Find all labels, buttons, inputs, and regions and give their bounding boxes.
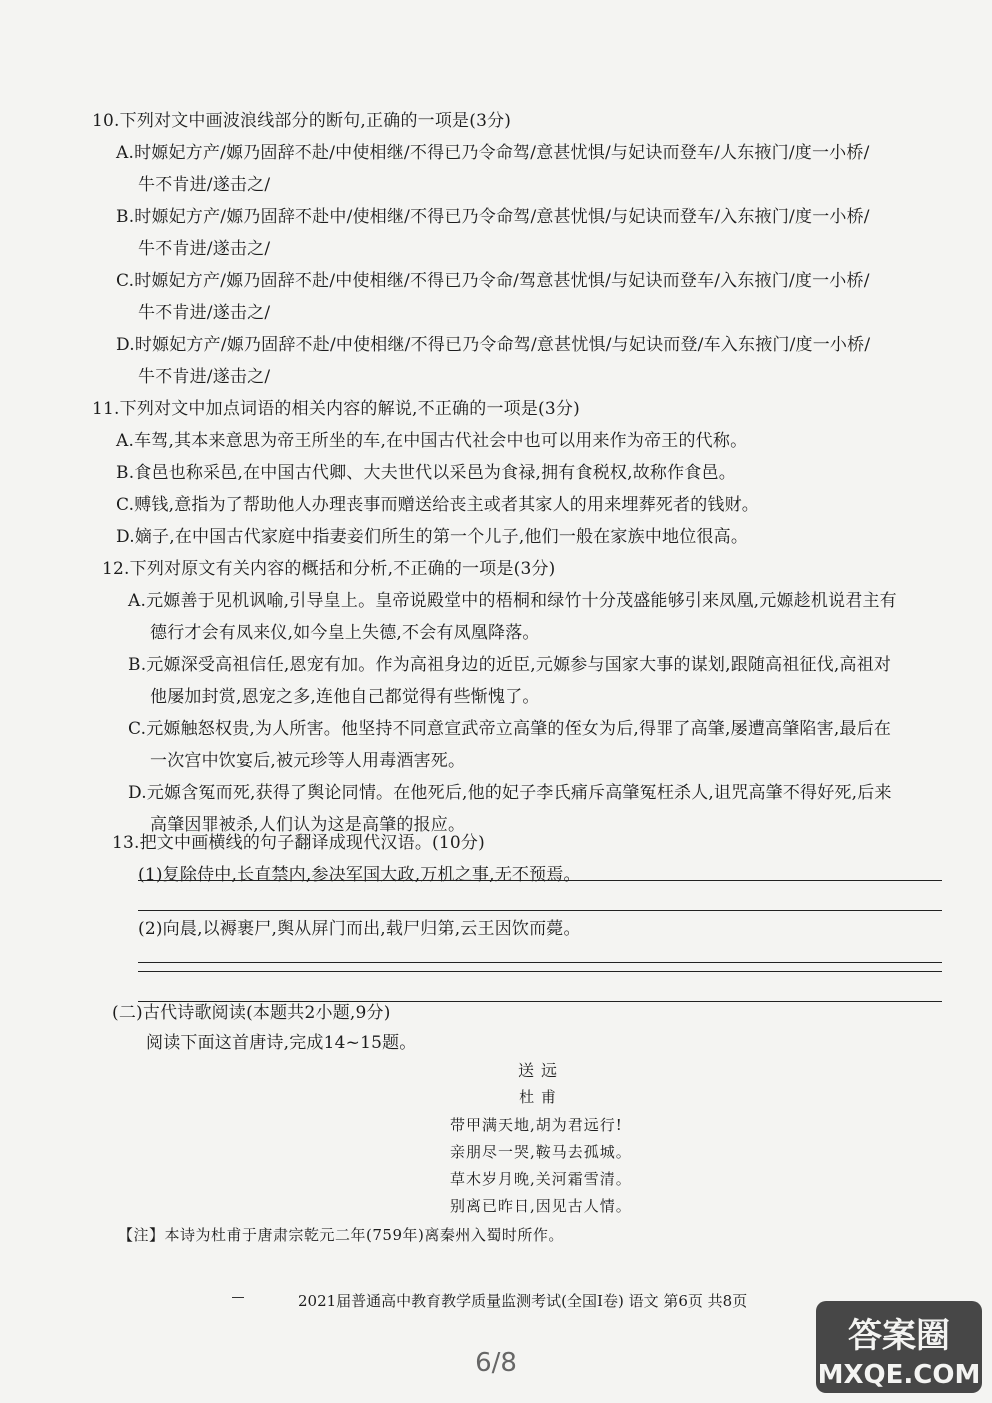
q12-option-d-cont: 高肇因罪被杀,人们认为这是高肇的报应。: [150, 815, 466, 835]
page-footer: 2021届普通高中教育教学质量监测考试(全国Ⅰ卷) 语文 第6页 共8页: [298, 1292, 748, 1310]
q10-option-a-cont: 牛不肯进/遂击之/: [138, 175, 271, 195]
q10-option-d-cont: 牛不肯进/遂击之/: [138, 367, 271, 387]
q10-option-a: A.时嫄妃方产/嫄乃固辞不赴/中使相继/不得已乃令命驾/意甚忧惧/与妃诀而登车/人东掖门/度一小桥/: [116, 143, 870, 163]
watermark-bottom-text: MXQE.COM: [817, 1360, 981, 1390]
q11-option-d: D.嫡子,在中国古代家庭中指妻妾们所生的第一个儿子,他们一般在家族中地位很高。: [116, 527, 749, 547]
q12-option-c: C.元嫄触怒权贵,为人所害。他坚持不同意宣武帝立高肇的侄女为后,得罪了高肇,屡遭高肇陷害,最后在: [128, 719, 892, 739]
q13-stem: 13.把文中画横线的句子翻译成现代汉语。(10分): [112, 833, 485, 853]
answer-line[interactable]: [138, 971, 942, 972]
q10-option-c-cont: 牛不肯进/遂击之/: [138, 303, 271, 323]
q11-stem: 11.下列对文中加点词语的相关内容的解说,不正确的一项是(3分): [92, 399, 580, 419]
poem-line-3: 草木岁月晚,关河霜雪清。: [450, 1170, 632, 1188]
q10-stem: 10.下列对文中画波浪线部分的断句,正确的一项是(3分): [92, 111, 512, 131]
poem-line-2: 亲朋尽一哭,鞍马去孤城。: [450, 1143, 632, 1161]
poem-title: 送 远: [517, 1061, 559, 1080]
watermark-top-text: 答案圈: [848, 1316, 950, 1356]
q12-option-b: B.元嫄深受高祖信任,恩宠有加。作为高祖身边的近臣,元嫄参与国家大事的谋划,跟随高祖征伐,高祖对: [128, 655, 892, 675]
poem-note: 【注】本诗为杜甫于唐肃宗乾元二年(759年)离秦州入蜀时所作。: [118, 1226, 564, 1244]
answer-line[interactable]: [138, 962, 942, 963]
q13-sentence-1: (1)复除侍中,长直禁内,参决军国大政,万机之事,无不预焉。: [138, 865, 581, 885]
poem-line-4: 别离已昨日,因见古人情。: [450, 1197, 632, 1215]
q12-stem: 12.下列对原文有关内容的概括和分析,不正确的一项是(3分): [102, 559, 556, 579]
section-2-intro: 阅读下面这首唐诗,完成14~15题。: [146, 1033, 417, 1053]
poem-author: 杜 甫: [519, 1088, 557, 1106]
poem-line-1: 带甲满天地,胡为君远行!: [450, 1116, 623, 1134]
section-2-heading: (二)古代诗歌阅读(本题共2小题,9分): [112, 1003, 391, 1023]
q12-option-d: D.元嫄含冤而死,获得了舆论同情。在他死后,他的妃子李氏痛斥高肇冤枉杀人,诅咒高肇不得好死,后来: [128, 783, 892, 803]
q10-option-b-cont: 牛不肯进/遂击之/: [138, 239, 271, 259]
q12-option-c-cont: 一次宫中饮宴后,被元珍等人用毒酒害死。: [150, 751, 466, 771]
q11-option-b: B.食邑也称采邑,在中国古代卿、大夫世代以采邑为食禄,拥有食税权,故称作食邑。: [116, 463, 736, 483]
answer-line[interactable]: [138, 910, 942, 911]
q11-option-c: C.赙钱,意指为了帮助他人办理丧事而赠送给丧主或者其家人的用来埋葬死者的钱财。: [116, 495, 760, 515]
q11-option-a: A.车驾,其本来意思为帝王所坐的车,在中国古代社会中也可以用来作为帝王的代称。: [116, 431, 748, 451]
q10-option-d: D.时嫄妃方产/嫄乃固辞不赴/中使相继/不得已乃令命驾/意甚忧惧/与妃诀而登/车入东掖门/度一小桥/: [116, 335, 871, 355]
q12-option-b-cont: 他屡加封赏,恩宠之多,连他自己都觉得有些惭愧了。: [150, 687, 540, 707]
q13-sentence-2: (2)向晨,以褥裹尸,舆从屏门而出,载尸归第,云王因饮而薨。: [138, 919, 581, 939]
q10-option-b: B.时嫄妃方产/嫄乃固辞不赴中/使相继/不得已乃令命驾/意甚忧惧/与妃诀而登车/入东掖门/度一小桥/: [116, 207, 870, 227]
q12-option-a: A.元嫄善于见机讽喻,引导皇上。皇帝说殿堂中的梧桐和绿竹十分茂盛能够引来凤凰,元嫄趁机说君主有: [128, 591, 897, 611]
footer-dash: [232, 1297, 244, 1298]
answer-line[interactable]: [138, 880, 942, 881]
watermark-logo: [814, 1299, 984, 1395]
q12-option-a-cont: 德行才会有凤来仪,如今皇上失德,不会有凤凰降落。: [150, 623, 540, 643]
q10-option-c: C.时嫄妃方产/嫄乃固辞不赴/中使相继/不得已乃令命/驾意甚忧惧/与妃诀而登车/入东掖门/度一小桥/: [116, 271, 870, 291]
page-indicator: 6/8: [475, 1348, 517, 1378]
